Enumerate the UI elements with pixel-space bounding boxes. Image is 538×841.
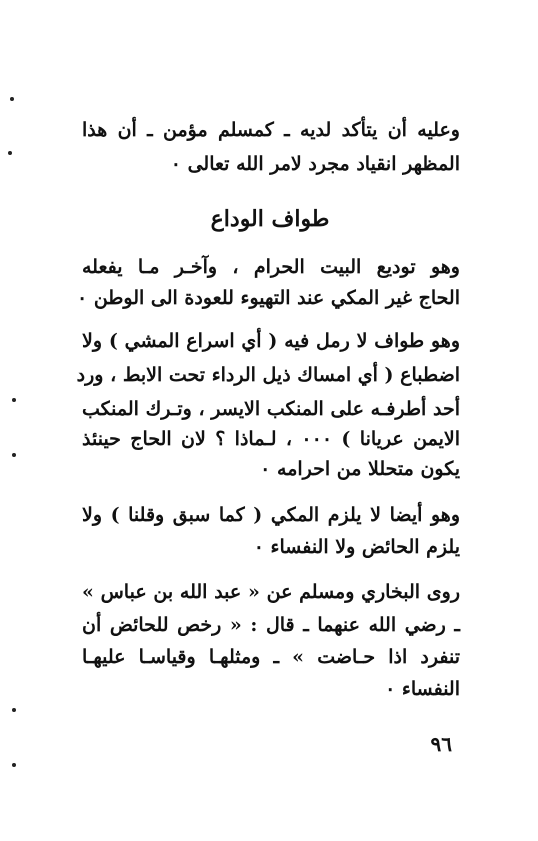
scan-speck [12, 708, 16, 712]
paragraph-2-line-5: يكون متحللا من احرامه ٠ [260, 458, 460, 480]
paragraph-4-line-1: روى البخاري ومسلم عن « عبد الله بن عباس » [82, 581, 460, 603]
section-title: طواف الوداع [210, 206, 330, 232]
paragraph-1-line-2: الحاج غير المكي عند التهيوء للعودة الى الوطن ٠ [77, 287, 460, 309]
paragraph-2-line-3: أحد أطرفـه على المنكب الايسر ، وتـرك المنكب [82, 398, 460, 420]
paragraph-1-line-1: وهو توديع البيت الحرام ، وآخـر مـا يفعله [82, 256, 460, 278]
intro-line-1: وعليه أن يتأكد لديه ـ كمسلم مؤمن ـ أن هذا [82, 119, 460, 141]
paragraph-2-line-4: الايمن عريانا ) ٠٠٠ ، لـماذا ؟ لان الحاج حينئذ [82, 428, 460, 450]
scan-speck [12, 398, 16, 402]
scan-speck [12, 453, 16, 457]
paragraph-4-line-3: تنفرد اذا حـاضت » ـ ومثلهـا وقياسـا عليهـا [82, 646, 460, 668]
paragraph-4-line-2: ـ رضي الله عنهما ـ قال : « رخص للحائض أن [82, 614, 460, 636]
paragraph-3-line-1: وهو أيضا لا يلزم المكي ( كما سبق وقلنا ) ولا [82, 504, 460, 526]
scan-speck [8, 151, 12, 155]
paragraph-2-line-2: اضطباع ( أي امساك ذيل الرداء تحت الابط ، ورد [76, 364, 460, 386]
scan-speck [10, 97, 14, 101]
scan-speck [12, 763, 16, 767]
page-number: ٩٦ [430, 732, 452, 756]
paragraph-2-line-1: وهو طواف لا رمل فيه ( أي اسراع المشي ) ولا [82, 330, 460, 352]
paragraph-4-line-4: النفساء ٠ [385, 678, 460, 700]
paragraph-3-line-2: يلزم الحائض ولا النفساء ٠ [253, 536, 460, 558]
intro-line-2: المظهر انقياد مجرد لامر الله تعالى ٠ [170, 153, 460, 175]
